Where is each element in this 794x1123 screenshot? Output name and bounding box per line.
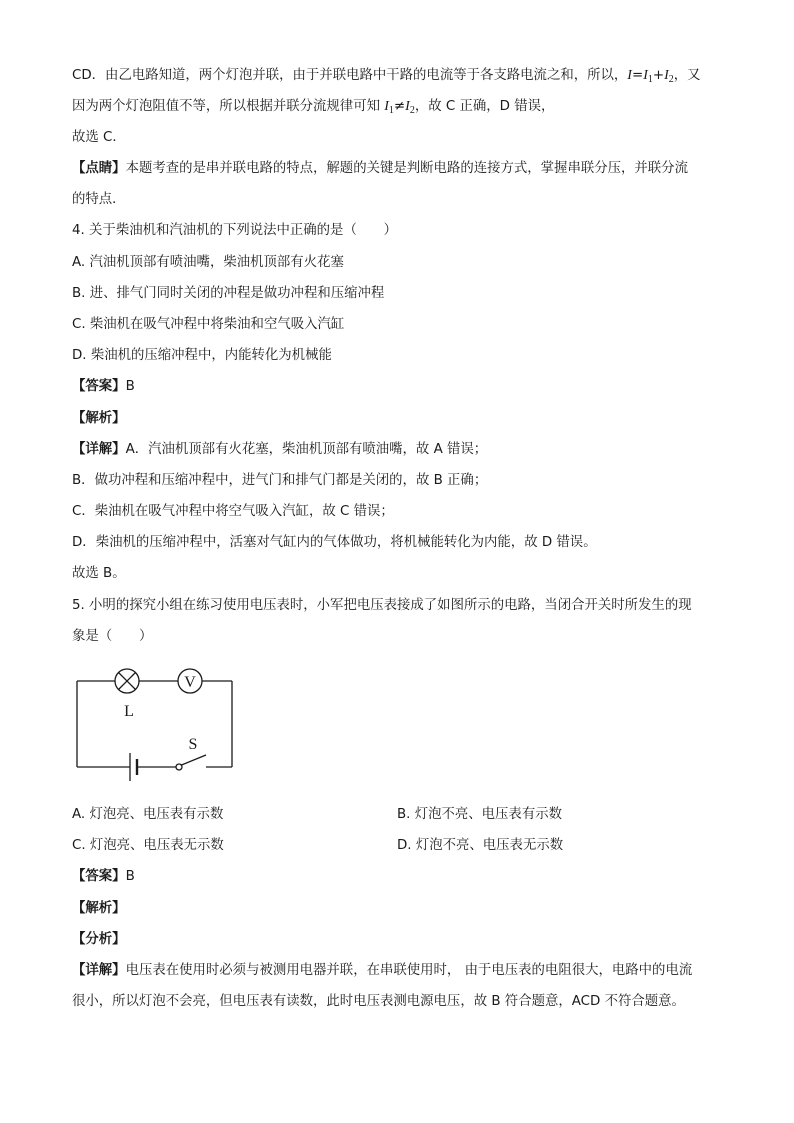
detail-text: A．汽油机顶部有火花塞，柴油机顶部有喷油嘴，故 A 错误； <box>125 442 488 457</box>
voltmeter-label: V <box>184 674 196 691</box>
q4-option-c: C. 柴油机在吸气冲程中将柴油和空气吸入汽缸 <box>72 317 345 332</box>
point-line-2: 的特点． <box>72 192 126 207</box>
q4-detail-3: C．柴油机在吸气冲程中将空气吸入汽缸，故 C 错误； <box>72 504 394 519</box>
answer-value: B <box>125 379 135 394</box>
q4-detail-1 <box>72 440 487 460</box>
point-text-1: 本题考查的是串并联电路的特点，解题的关键是判断电路的连接方式，掌握串联分压，并联分流 <box>125 161 688 176</box>
sub-2: 2 <box>668 74 674 85</box>
q4-option-b: B. 进、排气门同时关闭的冲程是做功冲程和压缩冲程 <box>72 286 385 301</box>
cd-text-2: 因为两个灯泡阻值不等，所以根据并联分流规律可知 <box>72 99 385 114</box>
q4-option-d: D. 柴油机的压缩冲程中，内能转化为机械能 <box>72 348 332 363</box>
q4-detail-2: B．做功冲程和压缩冲程中，进气门和排气门都是关闭的，故 B 正确； <box>72 473 488 488</box>
switch-label: S <box>188 736 198 753</box>
sub-1: 1 <box>647 74 653 85</box>
q5-fenxi-label: 【分析】 <box>72 932 126 947</box>
answer-label: 【答案】 <box>72 869 126 884</box>
q5-option-d: D. 灯泡不亮、电压表无示数 <box>397 838 564 853</box>
point-line-1 <box>72 159 688 179</box>
q5-analysis-label: 【解析】 <box>72 901 126 916</box>
detail-label: 【详解】 <box>72 442 126 457</box>
q4-detail-4: D．柴油机的压缩冲程中，活塞对气缸内的气体做功，将机械能转化为内能，故 D 错误。 <box>72 535 597 550</box>
sub-1: 1 <box>388 105 394 116</box>
cd-line-3: 故选 C． <box>72 130 126 145</box>
equals-sign: = <box>631 68 644 83</box>
cd-text-2b: ，故 C 正确，D 错误， <box>414 99 555 114</box>
battery-icon <box>130 753 137 781</box>
q5-answer <box>72 867 135 887</box>
cd-text-1b: ，又 <box>673 68 701 83</box>
q5-stem-1: 5. 小明的探究小组在练习使用电压表时，小军把电压表接成了如图所示的电路，当闭合开关时所发生的现 <box>72 598 692 613</box>
q5-detail-1 <box>72 961 692 981</box>
cd-line-2 <box>72 97 554 121</box>
cd-text-1: CD．由乙电路知道，两个灯泡并联，由于并联电路中干路的电流等于各支路电流之和，所以， <box>72 68 628 83</box>
q5-stem-2: 象是（ ） <box>72 629 153 644</box>
var-I2: I <box>664 68 669 83</box>
lamp-icon <box>115 669 139 693</box>
var-I1: I <box>384 99 389 114</box>
circuit-diagram <box>70 660 240 790</box>
q5-option-a: A. 灯泡亮、电压表有示数 <box>72 807 224 822</box>
detail-label: 【详解】 <box>72 963 126 978</box>
q4-option-a: A. 汽油机顶部有喷油嘴，柴油机顶部有火花塞 <box>72 255 344 270</box>
switch-icon <box>176 755 206 770</box>
q4-stem: 4. 关于柴油机和汽油机的下列说法中正确的是（ ） <box>72 223 398 238</box>
lamp-label: L <box>124 703 134 720</box>
plus-sign: + <box>652 68 665 83</box>
q4-answer <box>72 377 135 397</box>
detail-text: 电压表在使用时必须与被测用电器并联，在串联使用时， 由于电压表的电阻很大，电路中的电流 <box>125 963 693 978</box>
not-equal-sign: ≠ <box>393 99 406 114</box>
q5-detail-2: 很小，所以灯泡不会亮，但电压表有读数，此时电压表测电源电压，故 B 符合题意，ACD 不符合题意。 <box>72 994 685 1009</box>
sub-2: 2 <box>409 105 415 116</box>
answer-label: 【答案】 <box>72 379 126 394</box>
cd-line-1 <box>72 66 701 90</box>
var-I2: I <box>405 99 410 114</box>
q4-analysis-label: 【解析】 <box>72 411 126 426</box>
q4-choose: 故选 B。 <box>72 566 126 581</box>
q5-option-c: C. 灯泡亮、电压表无示数 <box>72 838 224 853</box>
var-I1: I <box>643 68 648 83</box>
q5-option-b: B. 灯泡不亮、电压表有示数 <box>397 807 562 822</box>
point-label: 【点睛】 <box>72 161 126 176</box>
var-I: I <box>627 68 632 83</box>
answer-value: B <box>125 869 135 884</box>
